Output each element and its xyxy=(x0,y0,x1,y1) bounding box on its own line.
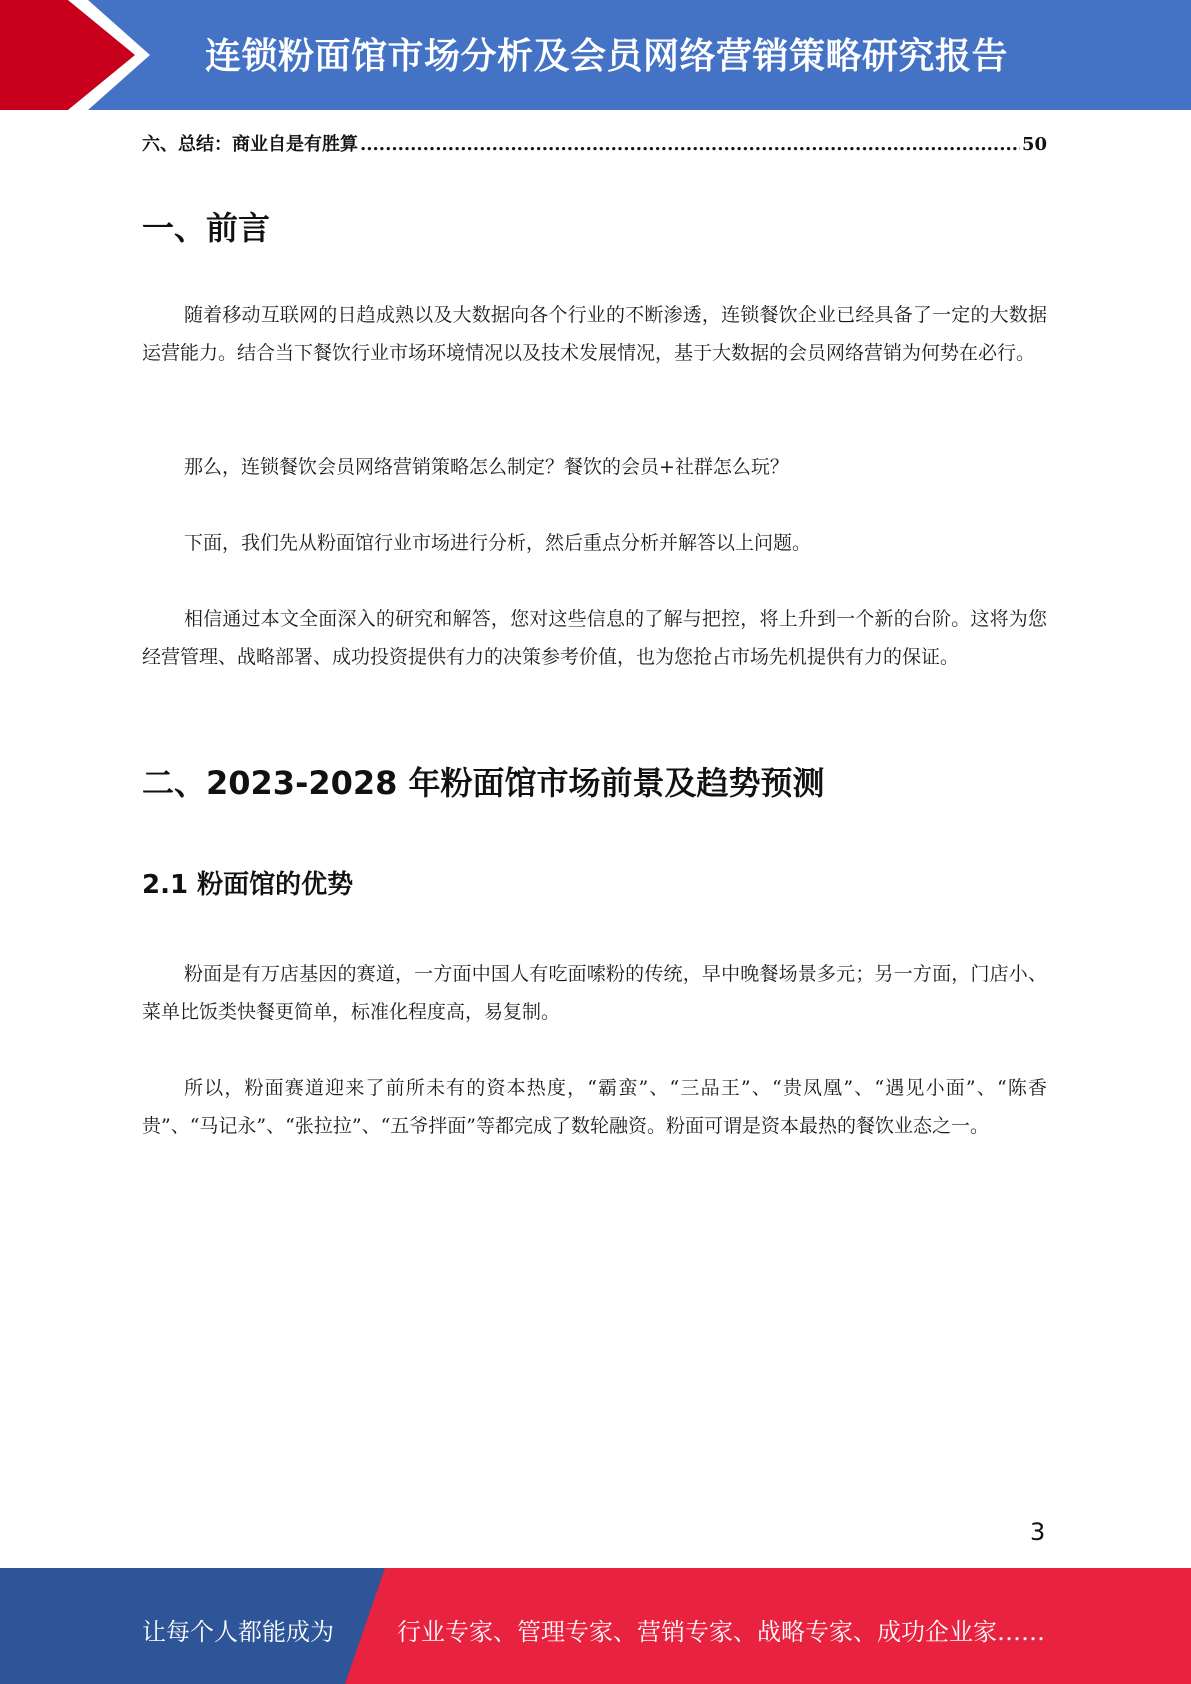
paragraph: 粉面是有万店基因的赛道，一方面中国人有吃面嗦粉的传统，早中晚餐场景多元；另一方面，门店小、菜单比饭类快餐更简单，标准化程度高，易复制。 xyxy=(142,963,1047,1023)
page-header xyxy=(0,0,1191,110)
paragraph: 下面，我们先从粉面馆行业市场进行分析，然后重点分析并解答以上问题。 xyxy=(184,532,812,554)
paragraph: 那么，连锁餐饮会员网络营销策略怎么制定？餐饮的会员+社群怎么玩？ xyxy=(184,456,789,478)
footer-slogan-right: 行业专家、管理专家、营销专家、战略专家、成功企业家…… xyxy=(397,1618,1045,1646)
toc-entry-page: 50 xyxy=(1021,134,1047,155)
paragraph: 随着移动互联网的日趋成熟以及大数据向各个行业的不断渗透，连锁餐饮企业已经具备了一定的大数据运营能力。结合当下餐饮行业市场环境情况以及技术发展情况，基于大数据的会员网络营销为何势在必行。 xyxy=(142,304,1047,364)
report-title: 连锁粉面馆市场分析及会员网络营销策略研究报告 xyxy=(205,36,1009,77)
page-number: 3 xyxy=(1030,1518,1046,1546)
section-heading-preface: 一、前言 xyxy=(142,209,271,247)
paragraph: 相信通过本文全面深入的研究和解答，您对这些信息的了解与把控，将上升到一个新的台阶。这将为您经营管理、战略部署、成功投资提供有力的决策参考价值，也为您抢占市场先机提供有力的保证。 xyxy=(142,608,1047,668)
paragraph: 所以，粉面赛道迎来了前所未有的资本热度，“霸蛮”、“三品王”、“贵凤凰”、“遇见小面”、“陈香贵”、“马记永”、“张拉拉”、“五爷拌面”等都完成了数轮融资。粉面可谓是资本最热的餐饮业态之一。 xyxy=(142,1077,1047,1137)
footer-slogan-left: 让每个人都能成为 xyxy=(142,1618,334,1646)
toc-entry[interactable] xyxy=(142,130,1047,156)
page-footer xyxy=(0,1568,1191,1684)
section-heading-forecast: 二、2023-2028 年粉面馆市场前景及趋势预测 xyxy=(142,764,825,802)
toc-leader-dots xyxy=(360,134,1020,155)
toc-entry-label: 六、总结：商业自是有胜算 xyxy=(142,134,358,155)
subsection-heading-advantages: 2.1 粉面馆的优势 xyxy=(142,870,354,900)
